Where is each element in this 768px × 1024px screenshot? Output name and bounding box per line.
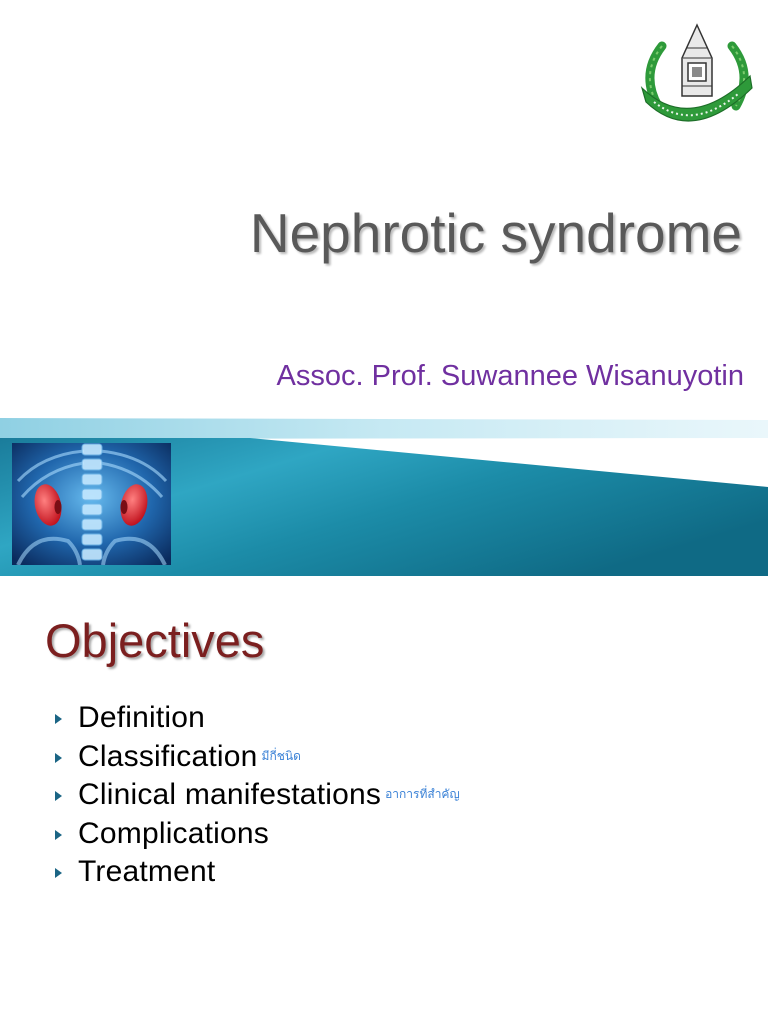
presenter-name: Assoc. Prof. Suwannee Wisanuyotin xyxy=(276,360,744,392)
item-label-text: Classification xyxy=(78,739,258,773)
item-label xyxy=(78,776,460,820)
item-label xyxy=(78,738,301,782)
triangle-bullet-icon xyxy=(55,753,62,763)
slide-title: Nephrotic syndrome xyxy=(249,202,742,264)
list-item xyxy=(0,853,768,892)
item-label-text: Clinical manifestations xyxy=(78,778,382,811)
list-item xyxy=(0,738,768,777)
list-item xyxy=(0,699,768,738)
list-item xyxy=(0,776,768,815)
item-label: Treatment xyxy=(78,855,216,888)
objectives-list xyxy=(0,699,768,892)
triangle-bullet-icon xyxy=(55,868,62,878)
triangle-bullet-icon xyxy=(55,714,62,724)
list-item xyxy=(0,815,768,854)
handwritten-note: มีกี่ชนิด xyxy=(261,748,301,763)
objectives-heading: Objectives xyxy=(45,614,265,667)
triangle-bullet-icon xyxy=(55,791,62,801)
item-label: Complications xyxy=(78,816,270,850)
logo-temple xyxy=(682,25,712,96)
handwritten-note: อาการที่สำคัญ xyxy=(385,787,460,801)
kidney-anatomy-image xyxy=(12,443,171,565)
banner-light-stripe xyxy=(0,418,768,439)
item-label: Definition xyxy=(78,701,206,734)
objectives-slide xyxy=(0,576,768,1024)
triangle-bullet-icon xyxy=(55,830,62,840)
faculty-emblem-logo xyxy=(638,22,756,126)
